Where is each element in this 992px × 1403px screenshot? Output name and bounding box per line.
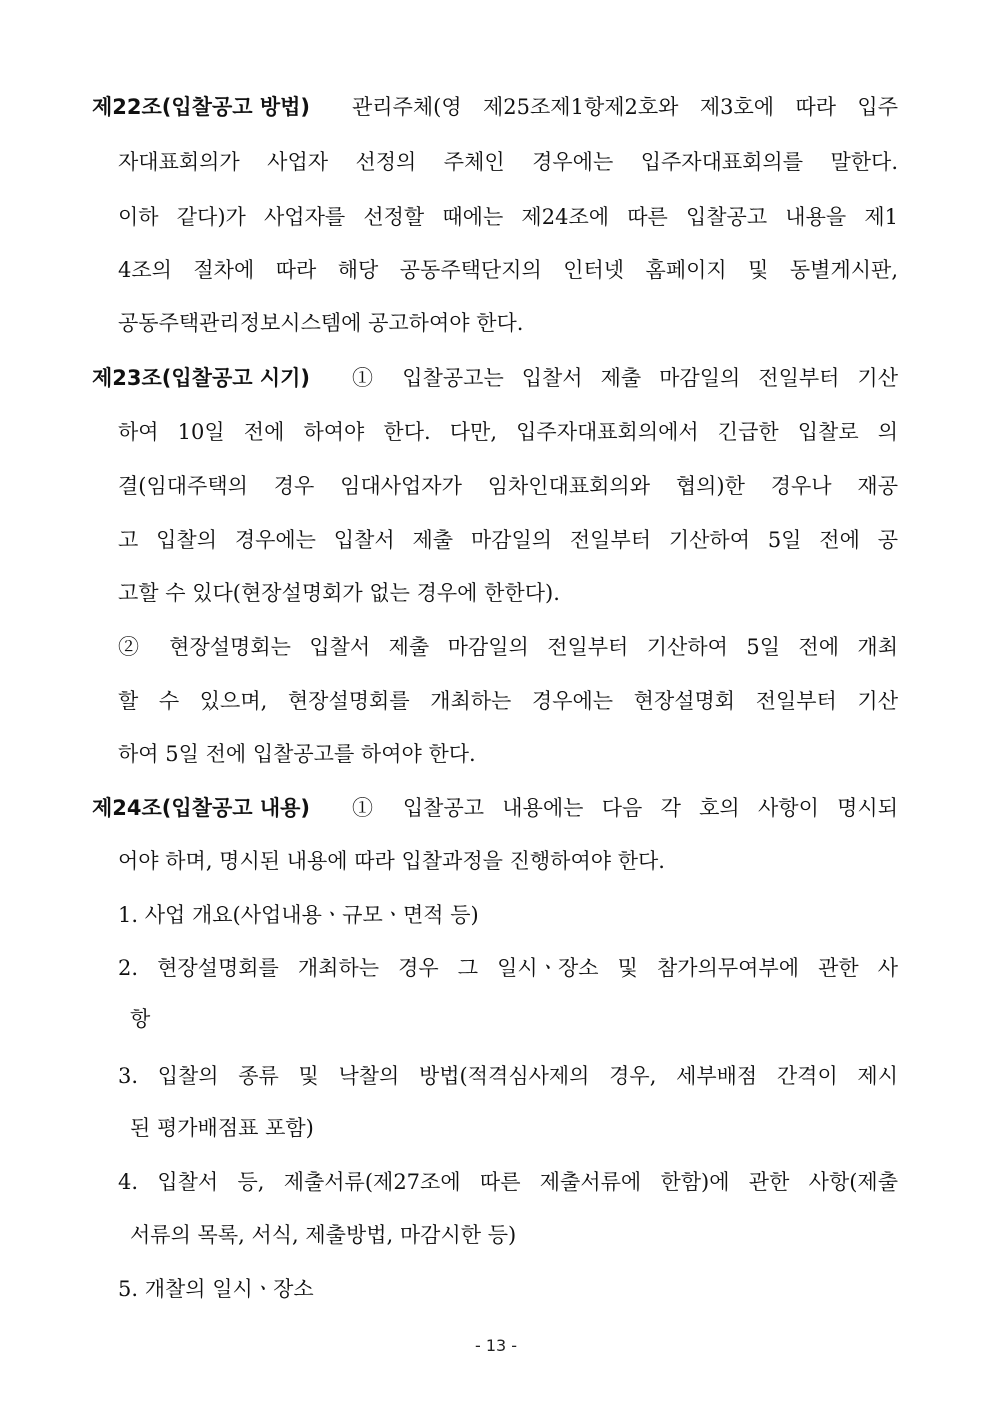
list-item: 3. 입찰의 종류 및 낙찰의 방법(적격심사제의 경우, 세부배점 간격이 제시 [118, 1064, 898, 1088]
article-23-line-1 [0, 358, 992, 398]
article-22-line-4 [0, 250, 992, 290]
article-24-line-2 [0, 841, 992, 881]
article-24-heading: 제24조(입찰공고 내용) [92, 796, 311, 820]
article-23-line-2 [0, 412, 992, 452]
article-23-text: 할 수 있으며, 현장설명회를 개최하는 경우에는 현장설명회 전일부터 기산 [118, 689, 898, 713]
article-23-line-5 [0, 573, 992, 613]
article-24-item-2 [0, 948, 992, 988]
list-item: 5. 개찰의 일시ㆍ장소 [118, 1277, 314, 1301]
article-23-text: 결(임대주택의 경우 임대사업자가 임차인대표회의와 협의)한 경우나 재공 [118, 474, 898, 498]
article-24-item-4 [0, 1162, 992, 1202]
article-24-text: ① 입찰공고 내용에는 다음 각 호의 사항이 명시되 [352, 796, 898, 820]
list-item: 서류의 목록, 서식, 제출방법, 마감시한 등) [130, 1223, 517, 1247]
article-22-line-5 [0, 303, 992, 343]
article-22-line-3 [0, 197, 992, 237]
list-item: 4. 입찰서 등, 제출서류(제27조에 따른 제출서류에 한함)에 관한 사항(제출 [118, 1170, 898, 1194]
article-23-text: ① 입찰공고는 입찰서 제출 마감일의 전일부터 기산 [352, 366, 898, 390]
article-22-text: 4조의 절차에 따라 해당 공동주택단지의 인터넷 홈페이지 및 동별게시판, [118, 258, 898, 282]
article-24-item-3-cont [0, 1108, 992, 1148]
article-22-text: 자대표회의가 사업자 선정의 주체인 경우에는 입주자대표회의를 말한다. [118, 150, 898, 174]
article-22-text: 관리주체(영 제25조제1항제2호와 제3호에 따라 입주 [352, 95, 898, 119]
article-24-line-1 [0, 788, 992, 828]
article-23-line-6 [0, 627, 992, 667]
article-22-heading: 제22조(입찰공고 방법) [92, 95, 311, 119]
list-item: 된 평가배점표 포함) [130, 1116, 314, 1140]
list-item: 1. 사업 개요(사업내용ㆍ규모ㆍ면적 등) [118, 903, 479, 927]
article-23-line-4 [0, 520, 992, 560]
article-23-text: 고할 수 있다(현장설명회가 없는 경우에 한한다). [118, 581, 560, 605]
article-23-text: 고 입찰의 경우에는 입찰서 제출 마감일의 전일부터 기산하여 5일 전에 공 [118, 528, 898, 552]
article-22-line-2 [0, 142, 992, 182]
article-24-item-1 [0, 895, 992, 935]
article-23-text: ② 현장설명회는 입찰서 제출 마감일의 전일부터 기산하여 5일 전에 개최 [118, 635, 898, 659]
article-24-text: 어야 하며, 명시된 내용에 따라 입찰과정을 진행하여야 한다. [118, 849, 665, 873]
article-24-item-4-cont [0, 1215, 992, 1255]
article-23-text: 하여 10일 전에 하여야 한다. 다만, 입주자대표회의에서 긴급한 입찰로 의 [118, 420, 898, 444]
article-23-line-7 [0, 681, 992, 721]
list-item: 2. 현장설명회를 개최하는 경우 그 일시ㆍ장소 및 참가의무여부에 관한 사 [118, 956, 898, 980]
article-24-item-5 [0, 1269, 992, 1309]
article-23-text: 하여 5일 전에 입찰공고를 하여야 한다. [118, 742, 476, 766]
article-23-line-3 [0, 466, 992, 506]
article-23-heading: 제23조(입찰공고 시기) [92, 366, 311, 390]
article-24-item-2-cont [0, 999, 992, 1039]
article-24-item-3 [0, 1056, 992, 1096]
page-number: - 13 - [474, 1336, 518, 1355]
article-22-line-1 [0, 87, 992, 127]
article-22-text: 이하 같다)가 사업자를 선정할 때에는 제24조에 따른 입찰공고 내용을 제1 [118, 205, 898, 229]
article-22-text: 공동주택관리정보시스템에 공고하여야 한다. [118, 311, 524, 335]
list-item: 항 [130, 1007, 151, 1031]
article-23-line-8 [0, 734, 992, 774]
